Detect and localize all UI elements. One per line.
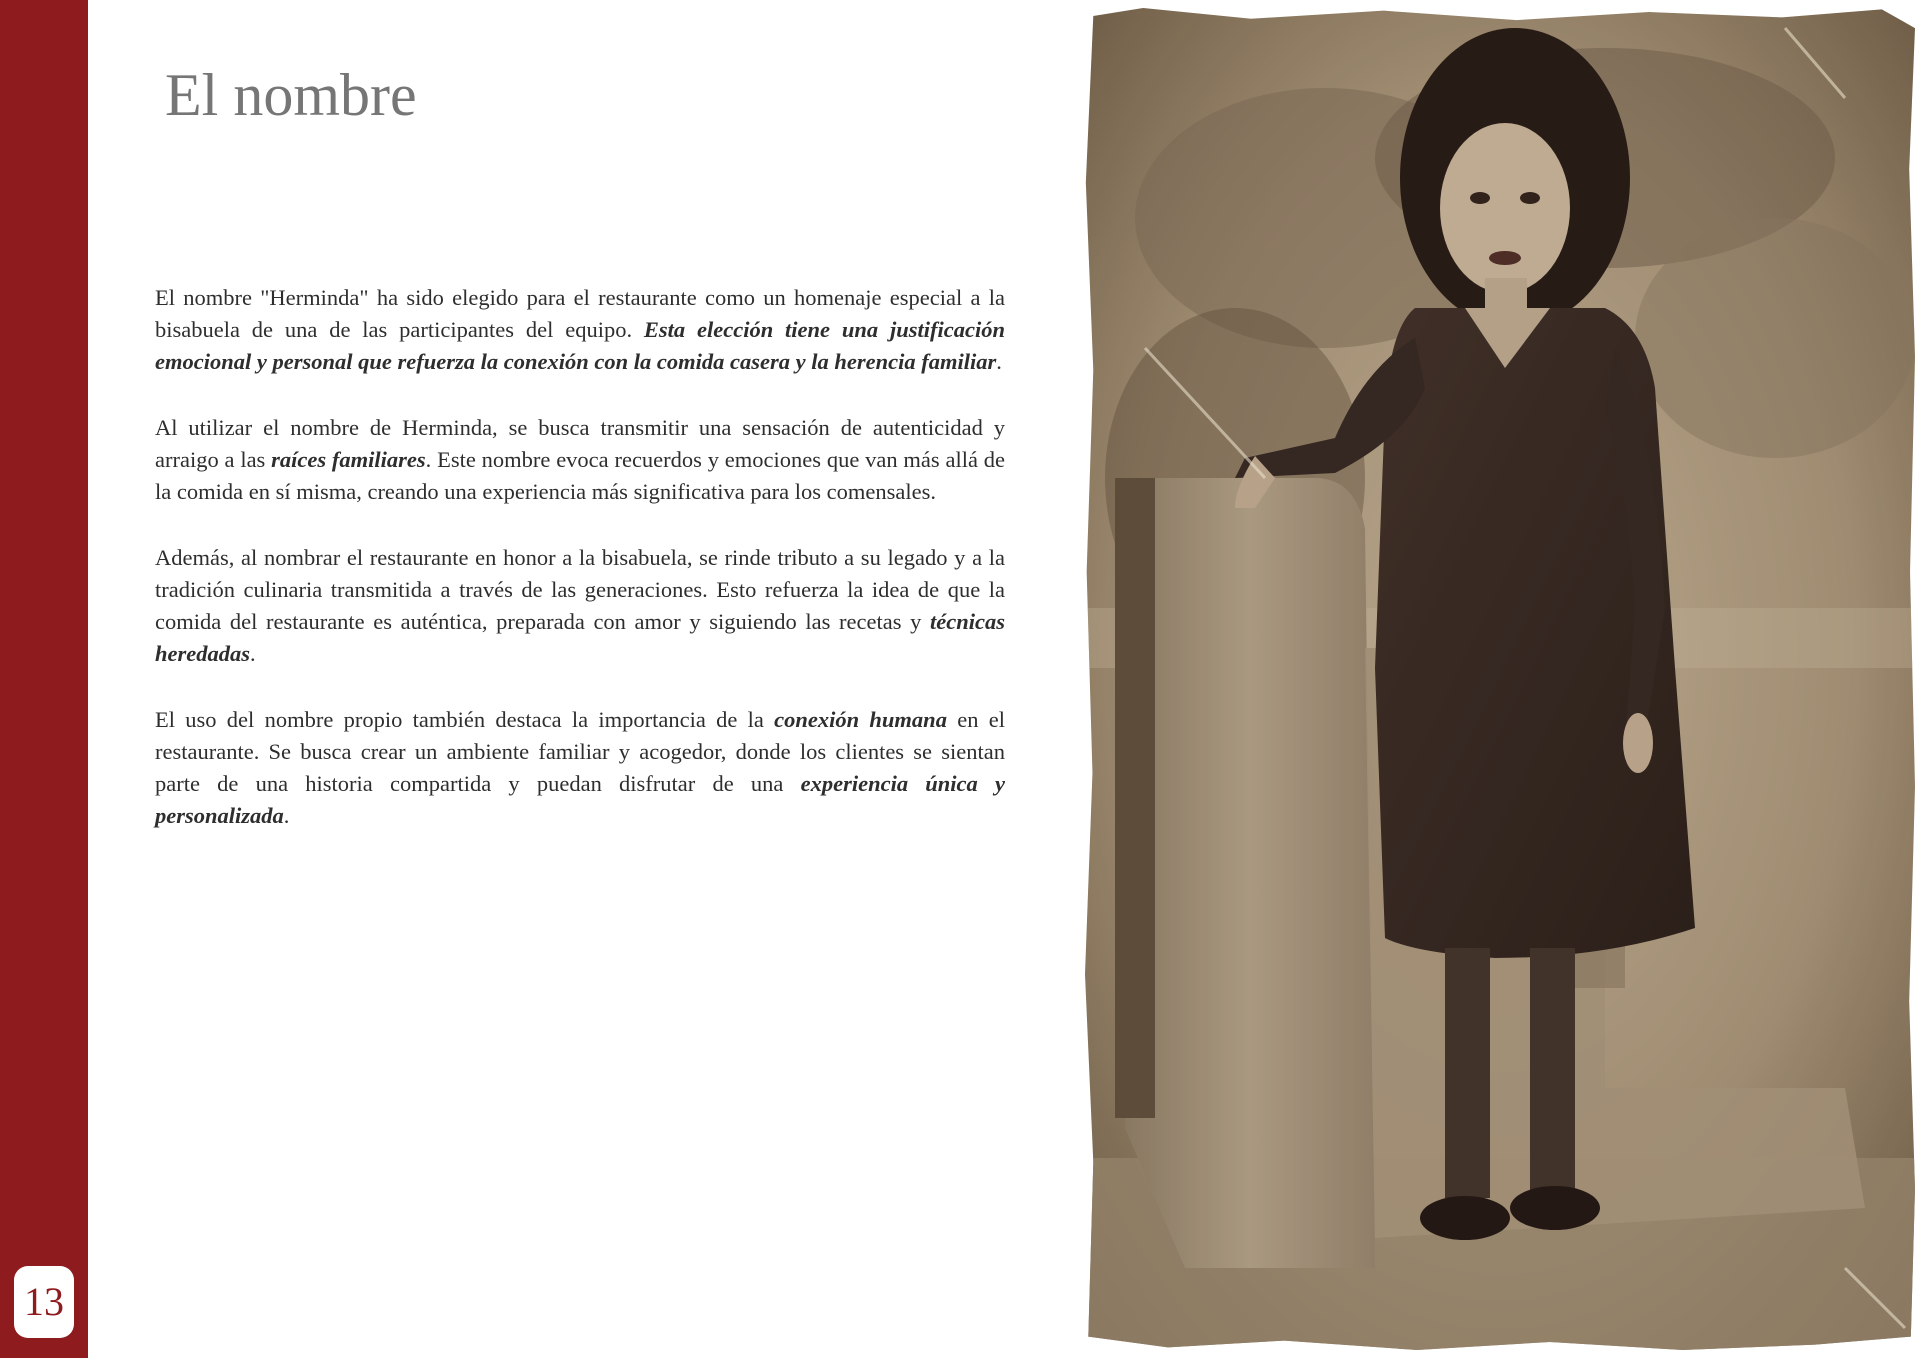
vintage-portrait-photo: [1085, 8, 1915, 1350]
paragraph-text: Al utilizar el nombre de Herminda, se busca transmitir una sensación de autenticidad y arraigo a las: [155, 415, 1005, 472]
paragraph-text: .: [283, 803, 290, 828]
paragraph-text: El uso del nombre propio también destaca la importancia de la: [155, 707, 775, 732]
paragraph-4: [155, 704, 1005, 832]
paragraph-1: [155, 282, 1005, 378]
emphasis-text: técnicas heredadas: [155, 609, 1005, 666]
page-number: 13: [24, 1279, 64, 1324]
paragraph-text: El nombre "Herminda" ha sido elegido para el restaurante como un homenaje especial a la bisabuela de una de las participantes del equipo.: [155, 285, 1005, 342]
paragraph-text: . Este nombre evoca recuerdos y emociones que van más allá de la comida en sí misma, creando una experiencia más significativa para los comensales.: [155, 447, 1005, 504]
paragraph-2: [155, 412, 1005, 508]
paragraph-text: Además, al nombrar el restaurante en honor a la bisabuela, se rinde tributo a su legado y a la tradición culinaria transmitida a través de las generaciones. Esto refuerza la idea de que la comida del restaurante es auténtica, preparada con amor y siguiendo las recetas y: [155, 545, 1005, 634]
paragraph-text: .: [250, 641, 256, 666]
side-accent-bar: [0, 0, 88, 1358]
paragraph-3: [155, 542, 1005, 670]
emphasis-text: Esta elección tiene una justificación emocional y personal que refuerza la conexión con la comida casera y la herencia familiar: [155, 317, 1005, 374]
emphasis-text: experiencia única y personalizada: [155, 771, 1005, 828]
body-text: [155, 282, 1005, 866]
emphasis-text: raíces familiares: [271, 447, 426, 472]
paragraph-text: .: [996, 349, 1002, 374]
page-title: El nombre: [165, 62, 417, 128]
portrait-illustration: [1085, 8, 1915, 1350]
emphasis-text: conexión humana: [774, 707, 947, 732]
page-number-badge: [14, 1266, 74, 1338]
paragraph-text: en el restaurante. Se busca crear un ambiente familiar y acogedor, donde los clientes se sientan parte de una historia compartida y puedan disfrutar de una: [155, 707, 1005, 796]
